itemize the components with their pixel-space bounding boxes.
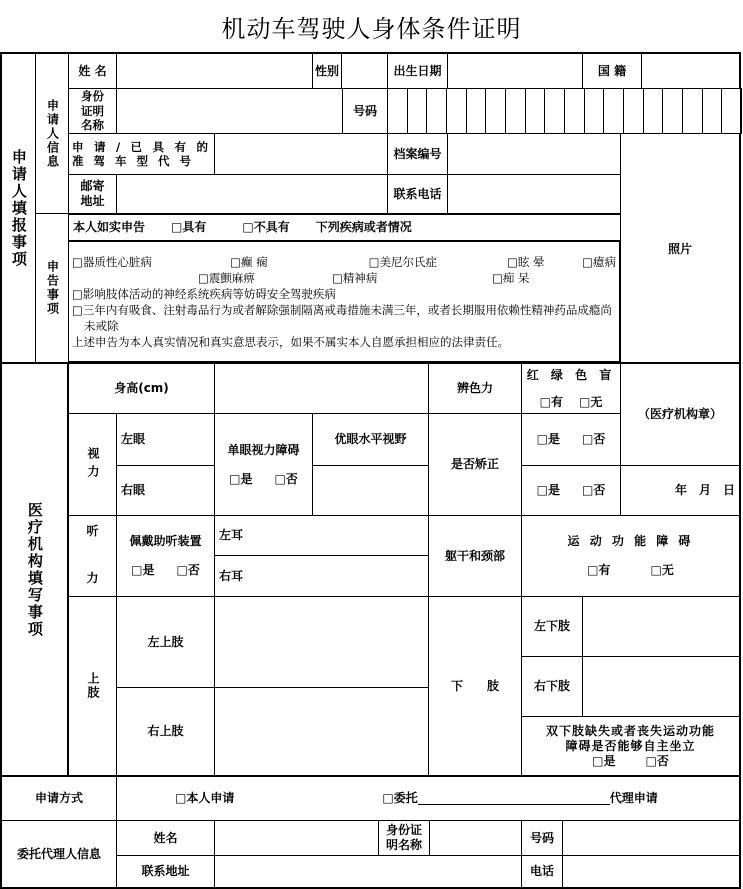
right-eye-label: 右眼 <box>116 465 215 516</box>
hearing-aid-no[interactable]: □ 否 <box>177 563 200 578</box>
mono-vision-label: 单眼视力障碍 <box>227 442 300 457</box>
id-number-digit-cell[interactable] <box>407 88 428 134</box>
right-ear[interactable]: 右耳 <box>214 555 429 597</box>
agent-id-doc-label: 身份证明名称 <box>378 820 430 856</box>
agent-address-input[interactable] <box>214 855 522 889</box>
applicant-info-label: 申请人信息 <box>35 52 69 214</box>
name-input[interactable] <box>116 52 313 89</box>
declaration-prefix: 本人如实申告 <box>73 220 146 234</box>
name-label: 姓 名 <box>68 52 117 89</box>
id-number-digit-cell[interactable] <box>505 88 526 134</box>
id-number-digit-cell[interactable] <box>702 88 723 134</box>
agent-phone-input[interactable] <box>562 855 741 889</box>
left-lower-label: 左下肢 <box>521 596 583 657</box>
id-doc-name-label: 身份证明名称 <box>68 88 117 134</box>
method-options <box>116 775 741 821</box>
condition-heart[interactable]: □ 器质性心脏病 <box>72 254 230 270</box>
corrected-right <box>521 465 621 516</box>
condition-psychosis[interactable]: □ 精神病 <box>332 270 492 286</box>
id-number-digit-cell[interactable] <box>643 88 664 134</box>
hearing-aid-yes[interactable]: □ 是 <box>131 563 154 578</box>
birth-date-input[interactable] <box>447 52 583 89</box>
condition-vertigo[interactable]: □ 眩 晕 <box>507 254 582 270</box>
corrected-left-yes[interactable]: □ 是 <box>537 432 560 447</box>
agent-phone-label: 电话 <box>521 855 563 889</box>
motor-no[interactable]: □ 无 <box>651 563 674 578</box>
condition-parkinsons[interactable]: □ 震颤麻痹 <box>198 270 332 286</box>
corrected-right-no[interactable]: □ 否 <box>582 483 605 498</box>
color-blind-cell <box>521 362 621 414</box>
agent-id-doc-input[interactable] <box>429 820 522 856</box>
agent-id-number-input[interactable] <box>562 820 741 856</box>
condition-neuro[interactable]: □ 影响肢体活动的神经系统疾病等妨碍安全驾驶疾病 <box>72 286 616 302</box>
mail-address-label: 邮寄地址 <box>68 174 117 214</box>
agent-suffix: 代理申请 <box>609 791 658 805</box>
left-upper-input[interactable] <box>214 596 429 688</box>
id-number-label: 号码 <box>342 88 388 134</box>
corrected-left-no[interactable]: □ 否 <box>582 432 605 447</box>
both-lower-yes[interactable]: □ 是 <box>592 754 615 769</box>
lower-limbs-label: 下 肢 <box>428 596 522 776</box>
id-number-digit-cell[interactable] <box>662 88 683 134</box>
method-label: 申请方式 <box>0 775 117 821</box>
method-self[interactable]: □ 本人申请 <box>175 791 234 806</box>
phone-input[interactable] <box>447 174 621 214</box>
declaration-statement: 上述申告为本人真实情况和真实意思表示，如果不属实本人自愿承担相应的法律责任。 <box>72 335 509 349</box>
mono-vision-no[interactable]: □ 否 <box>275 472 298 487</box>
condition-meniere[interactable]: □ 美尼尔氏症 <box>369 254 507 270</box>
archive-no-input[interactable] <box>447 133 621 175</box>
birth-date-label: 出生日期 <box>387 52 448 89</box>
hearing-label: 听 力 <box>68 515 117 597</box>
height-input[interactable] <box>214 362 429 414</box>
agent-name-input[interactable] <box>214 820 379 856</box>
right-lower-label: 右下肢 <box>521 656 583 717</box>
applicant-section-label: 申请人填报事项 <box>0 52 36 363</box>
option-have[interactable]: □ 具有 <box>171 220 206 235</box>
left-ear[interactable]: 左耳 <box>214 515 429 556</box>
hearing-aid-cell <box>116 515 215 597</box>
upper-limbs-label: 上肢 <box>68 596 117 776</box>
mono-vision-yes[interactable]: □ 是 <box>229 472 252 487</box>
id-number-digit-cell[interactable] <box>544 88 565 134</box>
hearing-aid-label: 佩戴助听装置 <box>129 534 202 548</box>
color-vision-label: 辨色力 <box>428 362 522 414</box>
method-entrust[interactable]: □ 委托 <box>382 791 417 806</box>
mono-vision-cell <box>214 413 313 516</box>
both-lower-no[interactable]: □ 否 <box>646 754 669 769</box>
color-blind-label: 红 绿 色 盲 <box>526 367 616 382</box>
left-eye-label: 左眼 <box>116 413 215 466</box>
id-number-digit-cell[interactable] <box>387 88 408 134</box>
color-blind-no[interactable]: □ 无 <box>579 395 602 410</box>
better-eye-field-input[interactable] <box>312 465 429 516</box>
id-number-digit-cell[interactable] <box>525 88 546 134</box>
motor-yes[interactable]: □ 有 <box>587 563 610 578</box>
id-number-digit-cell[interactable] <box>485 88 506 134</box>
agent-id-number-label: 号码 <box>521 820 563 856</box>
id-number-digit-cell[interactable] <box>564 88 585 134</box>
condition-drugs[interactable]: □ 三年内有吸食、注射毒品行为或者解除强制隔离戒毒措施未满三年，或者长期服用依赖性精神药品成瘾尚未戒除 <box>72 302 619 334</box>
right-lower-input[interactable] <box>582 656 741 717</box>
left-upper-label: 左上肢 <box>116 596 215 688</box>
left-lower-input[interactable] <box>582 596 741 657</box>
gender-label: 性别 <box>312 52 342 89</box>
photo-label: 照片 <box>667 242 692 256</box>
declaration-suffix: 下列疾病或者情况 <box>315 220 412 234</box>
motor-impairment-cell <box>521 515 741 597</box>
declaration-group-label: 申告事项 <box>35 213 69 363</box>
vision-label: 视力 <box>68 413 117 516</box>
option-not-have[interactable]: □ 不具有 <box>242 220 289 235</box>
agent-name-label: 姓名 <box>116 820 215 856</box>
archive-no-label: 档案编号 <box>387 133 448 175</box>
id-number-digit-cell[interactable] <box>584 88 605 134</box>
id-number-digit-cell[interactable] <box>682 88 703 134</box>
checkbox-icon[interactable] <box>242 220 253 234</box>
agent-name-blank[interactable] <box>418 792 610 805</box>
photo-area[interactable] <box>620 133 741 363</box>
nationality-input[interactable] <box>641 52 741 89</box>
agent-info-label: 委托代理人信息 <box>0 820 117 889</box>
id-doc-name-input[interactable] <box>116 88 343 134</box>
date-label: 年 月 日 <box>674 483 735 497</box>
id-number-digit-cell[interactable] <box>603 88 624 134</box>
color-blind-yes[interactable]: □ 有 <box>540 395 563 410</box>
gender-input[interactable] <box>341 52 388 89</box>
agent-address-label: 联系地址 <box>116 855 215 889</box>
condition-hysteria[interactable]: □ 癔病 <box>582 254 616 270</box>
condition-dementia[interactable]: □ 痴 呆 <box>492 270 530 286</box>
id-number-digit-cell[interactable] <box>623 88 644 134</box>
both-lower-cell <box>521 716 741 776</box>
form-title: 机动车驾驶人身体条件证明 <box>221 14 522 43</box>
better-eye-field-label: 优眼水平视野 <box>312 413 429 466</box>
corrected-label: 是否矫正 <box>428 413 522 516</box>
right-upper-label: 右上肢 <box>116 687 215 776</box>
id-number-digit-cell[interactable] <box>466 88 487 134</box>
stamp-label: （医疗机构章） <box>637 407 722 421</box>
id-number-digit-cell[interactable] <box>426 88 447 134</box>
date-area[interactable] <box>620 465 741 516</box>
license-type-label: 申 请 / 已 具 有 的 准 驾 车 型 代 号 <box>68 133 215 175</box>
mail-address-input[interactable] <box>116 174 388 214</box>
phone-label: 联系电话 <box>387 174 448 214</box>
motor-impairment-label: 运 动 功 能 障 碍 <box>567 534 694 548</box>
stamp-area[interactable] <box>620 362 741 466</box>
medical-section-label: 医疗机构填写事项 <box>0 362 69 776</box>
id-number-digit-cell[interactable] <box>446 88 467 134</box>
id-number-digit-cell[interactable] <box>721 88 742 134</box>
right-upper-input[interactable] <box>214 687 429 776</box>
license-type-input[interactable] <box>214 133 388 175</box>
height-label: 身高(cm) <box>68 362 215 414</box>
corrected-left <box>521 413 621 466</box>
checkbox-icon[interactable] <box>171 220 182 234</box>
nationality-label: 国 籍 <box>582 52 642 89</box>
condition-epilepsy[interactable]: □ 癫 痫 <box>230 254 368 270</box>
both-lower-question: 双下肢缺失或者丧失运动功能障碍是否能够自主坐立 <box>545 723 715 753</box>
corrected-right-yes[interactable]: □ 是 <box>537 483 560 498</box>
declaration-header <box>68 213 621 241</box>
declaration-body <box>68 240 620 362</box>
trunk-neck-label: 躯干和颈部 <box>428 515 522 597</box>
